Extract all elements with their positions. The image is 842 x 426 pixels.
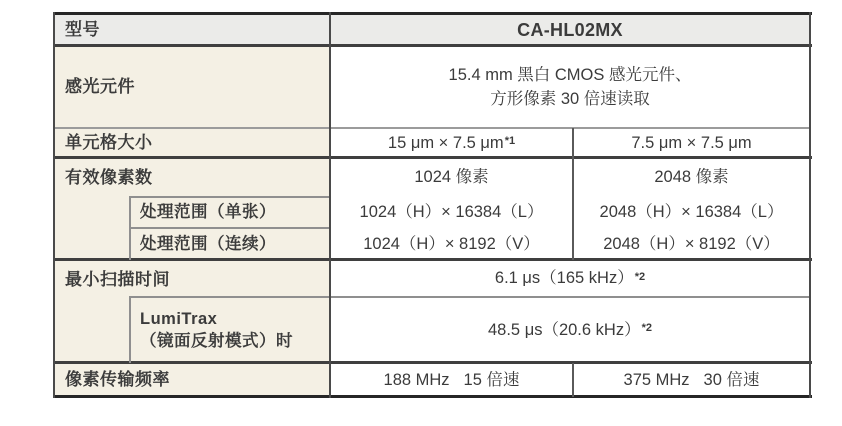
effective-pixels-value1-cell [330, 158, 573, 260]
range-single-2: 2048（H）× 16384（L） [599, 203, 784, 222]
model-value-cell: CA-HL02MX [330, 14, 810, 46]
lumitrax-label-line2: （镜面反射模式）时 [140, 332, 293, 350]
min-scan-time-value: 6.1 μs（165 kHz） [494, 269, 634, 288]
model-label-cell: 型号 [55, 14, 330, 46]
divider-line-sublabel-lower [129, 296, 131, 363]
range-continuous-2: 2048（H）× 8192（V） [603, 234, 780, 253]
pixels-count-2: 2048 像素 [654, 168, 729, 187]
cell-size-value1: 15 μm × 7.5 μm [387, 133, 504, 152]
footnote-2-marker: *2 [634, 270, 646, 283]
spec-table [55, 14, 810, 397]
sensor-label-cell: 感光元件 [55, 46, 330, 128]
pixel-frequency-label-cell: 像素传输频率 [55, 363, 330, 397]
divider-line-cellsize-bottom [53, 156, 812, 159]
range-continuous-1: 1024（H）× 8192（V） [363, 234, 540, 253]
cell-size-label-cell: 单元格大小 [55, 128, 330, 158]
processing-range-continuous-label-cell: 处理范围（连续） [130, 228, 330, 260]
divider-line-lumitrax-top [130, 296, 810, 298]
sensor-value-line2: 方形像素 30 倍速读取 [490, 90, 650, 108]
pixel-frequency-value1-cell [330, 363, 573, 397]
effective-pixels-value2-cell [573, 158, 810, 260]
lumitrax-value: 48.5 μs（20.6 kHz） [488, 320, 641, 339]
processing-range-single-label-cell: 处理范围（单张） [130, 197, 330, 228]
footnote-2-marker: *2 [641, 322, 652, 335]
sensor-value-cell [330, 46, 810, 128]
divider-line-subrow2-top [130, 227, 330, 229]
speed-1: 15 倍速 [463, 370, 520, 389]
min-scan-time-label-cell: 最小扫描时间 [55, 260, 330, 363]
divider-line-value-columns-lower [572, 363, 574, 397]
divider-line-subrow1-top [130, 196, 330, 198]
divider-line-pixels-bottom [53, 258, 812, 261]
divider-line-bottom [53, 395, 812, 398]
pixel-frequency-value2-cell [573, 363, 810, 397]
effective-pixels-label-cell: 有效像素数 [55, 158, 330, 260]
sensor-value-line1: 15.4 mm 黑白 CMOS 感光元件、 [448, 66, 692, 84]
lumitrax-label-line1: LumiTrax [140, 310, 218, 328]
cell-size-value1-cell [330, 128, 573, 158]
divider-line-sublabel-upper [129, 196, 131, 260]
divider-line-label-value [329, 12, 331, 398]
min-scan-time-value-cell [330, 260, 810, 297]
speed-2: 30 倍速 [703, 370, 760, 389]
divider-line-top [53, 12, 812, 15]
cell-size-value2-cell: 7.5 μm × 7.5 μm [573, 128, 810, 158]
footnote-1-marker: *1 [504, 135, 516, 148]
range-single-1: 1024（H）× 16384（L） [359, 203, 544, 222]
divider-line-header-bottom [53, 44, 812, 47]
divider-line-scan-bottom [53, 361, 812, 364]
divider-line-value-columns-upper [572, 128, 574, 260]
divider-line-right [809, 12, 811, 398]
frequency-1: 188 MHz [383, 370, 450, 389]
lumitrax-label-cell [130, 297, 330, 363]
pixels-count-1: 1024 像素 [414, 168, 489, 187]
frequency-2: 375 MHz [623, 370, 690, 389]
lumitrax-value-cell [330, 297, 810, 363]
divider-line-left [53, 12, 55, 398]
divider-line-sensor-bottom [55, 127, 810, 129]
